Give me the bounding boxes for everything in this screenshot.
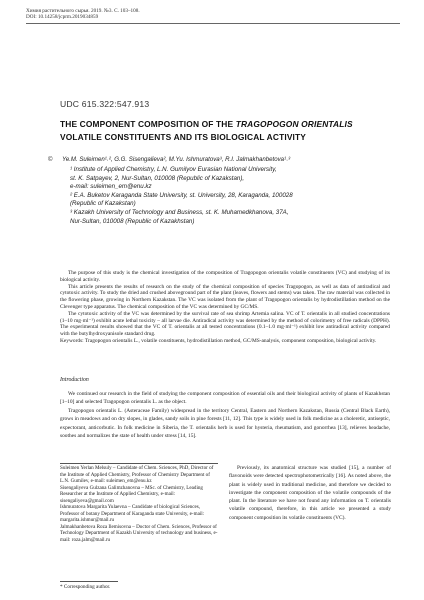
intro-paragraph: We continued our research in the field of studying the component composition of essential oils and their biological activity of plants of Kazakhstan [1–10] and selected Tragopogon orientalis L. as the object. bbox=[60, 391, 390, 406]
abstract-methods: This article presents the results of research on the study of the chemical composition of species Tragopogon, as well as data of antiradical and cytotoxic activity. To study the dried and crushed aboveground part of the plant (leaves, flowers and stems) was taken. The raw material was collected in the flowering phase, growing in Northern Kazakstan. The VC was isolated from the plant of Tragopogon orientalis by hydrodistillation method on the Clevenger type apparatus. The chemical composition of the VC was determined by GC/MS. bbox=[60, 283, 390, 310]
author-note: Ishmuratova Margarita Yulaevna – Candidate of biological Sciences, Professor of botany Department of Karaganda state University, e-mail: margarita.ishmur@mail.ru bbox=[60, 504, 205, 523]
journal-header bbox=[26, 8, 400, 21]
keywords: Keywords: Tragopogon orientalis L., volatile constituents, hydrodistillation method, GC/MS-analysis, component composition, biological activity. bbox=[60, 337, 377, 344]
author-names: Ye.M. Suleimen¹˒², G.G. Sisengalieva², M.Yu. Ishmuratova³, R.I. Jalmakhanbetova¹˒³ bbox=[62, 156, 291, 163]
doi[interactable]: DOI: 10.14258/jcprm.2019034859 bbox=[26, 14, 99, 21]
title-species: TRAGOPOGON ORIENTALIS bbox=[235, 119, 353, 129]
copyright-symbol: © bbox=[48, 156, 53, 163]
affiliation-line: ² E.A. Buketov Karaganda State University, st. University, 28, Karaganda, 100028 bbox=[70, 191, 293, 199]
affiliation-line: ¹ Institute of Applied Chemistry, L.N. Gumilyov Eurasian National University, bbox=[70, 166, 277, 173]
author-note: Jalmakhanbetova Roza Ilemisovna – Doctor of Chem. Sciences, Professor of Technology Department of Kazakh University of technology and business, e-mail: roza.jalm@mail.ru bbox=[60, 523, 218, 543]
footnote-divider bbox=[60, 581, 118, 582]
affiliation-email[interactable]: e-mail: suleimen_em@enu.kz bbox=[70, 183, 152, 191]
affiliation-line: ³ Kazakh University of Technology and Business, st. K. Muhamedkhanova, 37A, bbox=[70, 208, 289, 216]
author-notes bbox=[60, 463, 218, 543]
udc-code: UDC 615.322:547.913 bbox=[60, 99, 150, 109]
article-title bbox=[60, 118, 380, 143]
abstract-results: The cytotoxic activity of the VC was determined by the survival rate of sea shrimp Artemia salina. VC of T. orientalis in all studied concentrations (1–10 mg·ml⁻¹) exhibit acute lethal toxicity – all larvae die. Antiradical activity was determined by the method of colorimetry of free radicals (DPPH). The experimental results showed that the VC of T. orientalis at all tested concentrations (0.1–1.0 mg·ml⁻¹) exhibit low antiradical activity compared with the butylhydroxyanisole standard drug. bbox=[60, 310, 390, 338]
affiliation-line: (Republic of Kazakstan) bbox=[70, 200, 136, 208]
author-note: Sisengaliyeva Gulzana Galimzhanovna – MSc. of Chemistry, Leading Researcher at the Institute of Applied Chemistry, e-mail: sisengaliyeva@gmail.com bbox=[60, 484, 203, 504]
abstract bbox=[60, 270, 390, 345]
author-note: Suleimen Yerlan Melsuly – Candidate of Chem. Sciences, PhD, Director of the Institute of Applied Chemistry, Professor of Chemistry Department of L.N. Gumilev, e-mail: suleimen_em@enu.kz bbox=[60, 465, 214, 484]
author-list bbox=[48, 156, 378, 163]
intro-paragraph: Tragopogon orientalis L. (Asteraceae Family) widespread in the territory Central, Eastern and Northern Kazakstan, Russia (Central Black Earth), grows in meadows and on dry slopes, in glades, sandy soils in pine forests [11, 12]. This type is widely used in folk medicine as a choleretic, antiseptic, expectorant, anticorbutic. In folk medicine in Siberia, the T. orientalis herb is used for hysteria, rheumatism, and gonorrhea [13], relieves headache, soothes and normalizes the state of health under stress [14, 15]. bbox=[60, 407, 390, 440]
introduction-text bbox=[60, 390, 390, 440]
header-divider bbox=[26, 23, 400, 24]
affiliation-line: st. K. Satpayev, 2, Nur-Sultan, 010008 (Republic of Kazakstan), bbox=[70, 174, 245, 182]
right-column-text bbox=[229, 464, 391, 522]
title-part-2: VOLATILE CONSTITUENTS AND ITS BIOLOGICAL ACTIVITY bbox=[60, 131, 307, 142]
journal-citation: Химия растительного сырья. 2019. №3. С. 103–108. bbox=[26, 8, 140, 14]
abstract-purpose: The purpose of this study is the chemical investigation of the composition of Tragopogon orientalis volatile constituents (VC) and studying of its biological activity. bbox=[60, 270, 390, 283]
affiliation-line: Nur-Sultan, 010008 (Republic of Kazakhstan) bbox=[70, 217, 195, 225]
body-paragraph: Previously, its anatomical structure was studied [15], a number of flavonoids were detected spectrophotometrically [16]. As noted above, the plant is widely used in traditional medicine, and therefore we decided to investigate the component composition of the volatile compounds of the plant. In the literature we have not found any information on T. orientalis volatile compound, therefore, in this article we presented a study component composition its volatile constituents (VC). bbox=[229, 465, 391, 521]
title-part-1: THE COMPONENT COMPOSITION OF THE bbox=[60, 119, 236, 129]
introduction-heading: Introduction bbox=[60, 377, 89, 383]
corresponding-author-footnote: * Corresponding author. bbox=[60, 584, 111, 590]
affiliations bbox=[70, 166, 380, 226]
